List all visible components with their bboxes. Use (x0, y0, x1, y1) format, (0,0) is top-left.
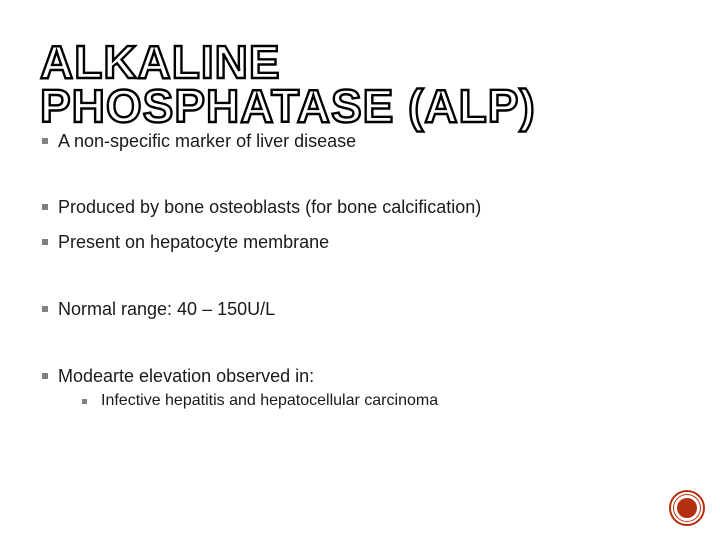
bullet-text: Normal range: 40 – 150U/L (58, 299, 276, 319)
square-bullet-icon (42, 373, 48, 379)
sub-bullet-text: Infective hepatitis and hepatocellular carcinoma (101, 392, 439, 409)
square-bullet-icon (42, 306, 48, 312)
square-bullet-icon (42, 239, 48, 245)
bullet-item (42, 299, 275, 319)
bullet-item (42, 131, 356, 151)
sub-bullet-item (82, 391, 438, 411)
bullet-text: Modearte elevation observed in: (58, 366, 315, 386)
square-bullet-icon (42, 138, 48, 144)
bullet-text: A non-specific marker of liver disease (58, 131, 357, 151)
bullet-item (42, 197, 481, 217)
bullet-item (42, 232, 329, 252)
square-bullet-icon (42, 204, 48, 210)
bullet-text: Produced by bone osteoblasts (for bone calcification) (58, 197, 482, 217)
bullet-item (42, 366, 314, 386)
bullet-text: Present on hepatocyte membrane (58, 232, 330, 252)
slide-title: ALKALINE PHOSPHATASE (ALP) (40, 36, 536, 132)
square-bullet-icon (82, 399, 87, 404)
circle-nav-icon[interactable] (669, 490, 705, 526)
circle-nav-inner (674, 495, 700, 521)
